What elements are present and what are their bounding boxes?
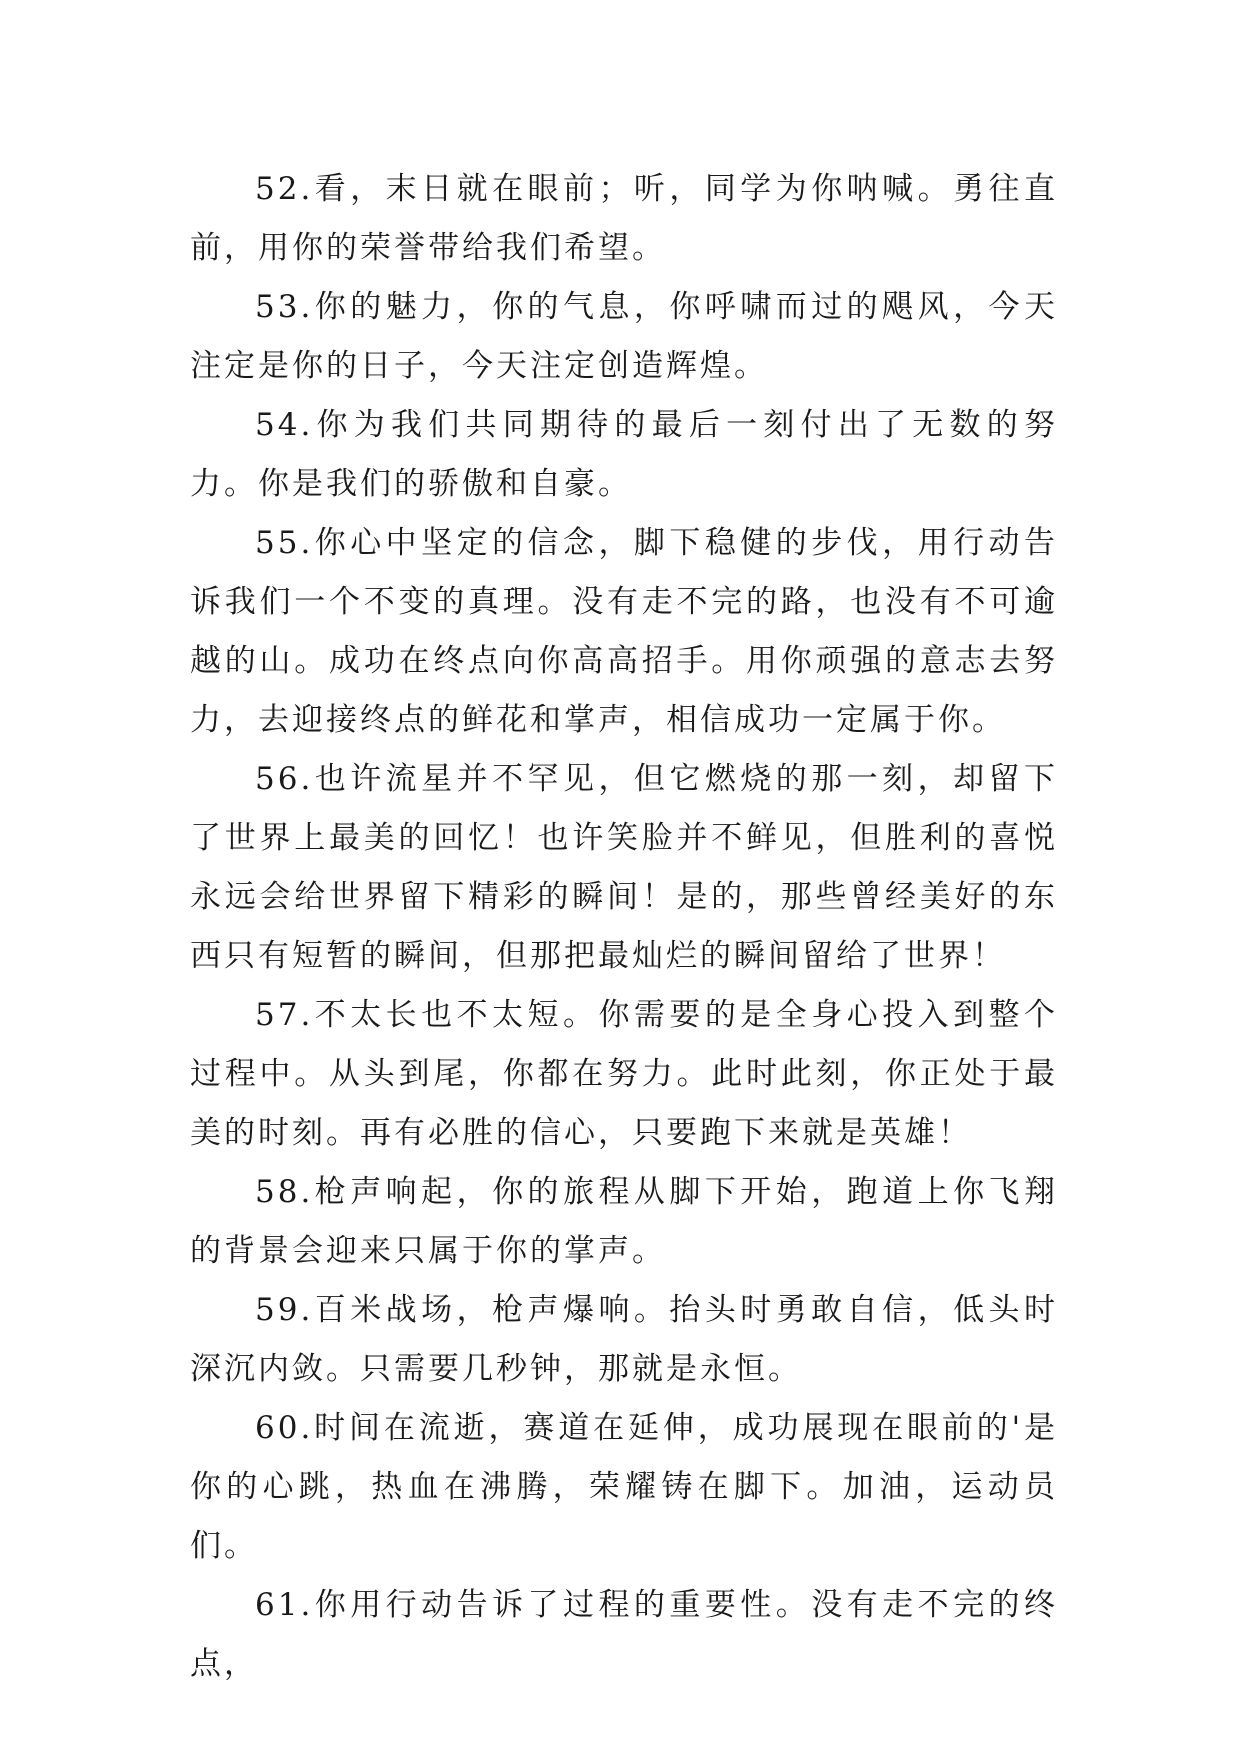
paragraph-55: 55.你心中坚定的信念，脚下稳健的步伐，用行动告诉我们一个不变的真理。没有走不完的路，也没有不可逾越的山。成功在终点向你高高招手。用你顽强的意志去努力，去迎接终点的鲜花和掌声，相信成功一定属于你。 xyxy=(190,525,1058,738)
paragraph-57: 57.不太长也不太短。你需要的是全身心投入到整个过程中。从头到尾，你都在努力。此时此刻，你正处于最美的时刻。再有必胜的信心，只要跑下来就是英雄！ xyxy=(190,997,1058,1151)
paragraph-52: 52.看，末日就在眼前；听，同学为你呐喊。勇往直前，用你的荣誉带给我们希望。 xyxy=(190,171,1058,266)
paragraph-53: 53.你的魅力，你的气息，你呼啸而过的飓风，今天注定是你的日子，今天注定创造辉煌。 xyxy=(190,289,1058,384)
paragraph-54: 54.你为我们共同期待的最后一刻付出了无数的努力。你是我们的骄傲和自豪。 xyxy=(190,407,1058,502)
paragraph-61: 61.你用行动告诉了过程的重要性。没有走不完的终点， xyxy=(190,1587,1058,1682)
paragraph-56: 56.也许流星并不罕见，但它燃烧的那一刻，却留下了世界上最美的回忆！也许笑脸并不鲜见，但胜利的喜悦永远会给世界留下精彩的瞬间！是的，那些曾经美好的东西只有短暂的瞬间，但那把最灿烂的瞬间留给了世界！ xyxy=(190,761,1058,974)
paragraph-60: 60.时间在流逝，赛道在延伸，成功展现在眼前的'是你的心跳，热血在沸腾，荣耀铸在脚下。加油，运动员们。 xyxy=(190,1410,1058,1564)
paragraph-58: 58.枪声响起，你的旅程从脚下开始，跑道上你飞翔的背景会迎来只属于你的掌声。 xyxy=(190,1174,1058,1269)
paragraph-59: 59.百米战场，枪声爆响。抬头时勇敢自信，低头时深沉内敛。只需要几秒钟，那就是永恒。 xyxy=(190,1292,1058,1387)
document-body xyxy=(190,160,1058,1694)
